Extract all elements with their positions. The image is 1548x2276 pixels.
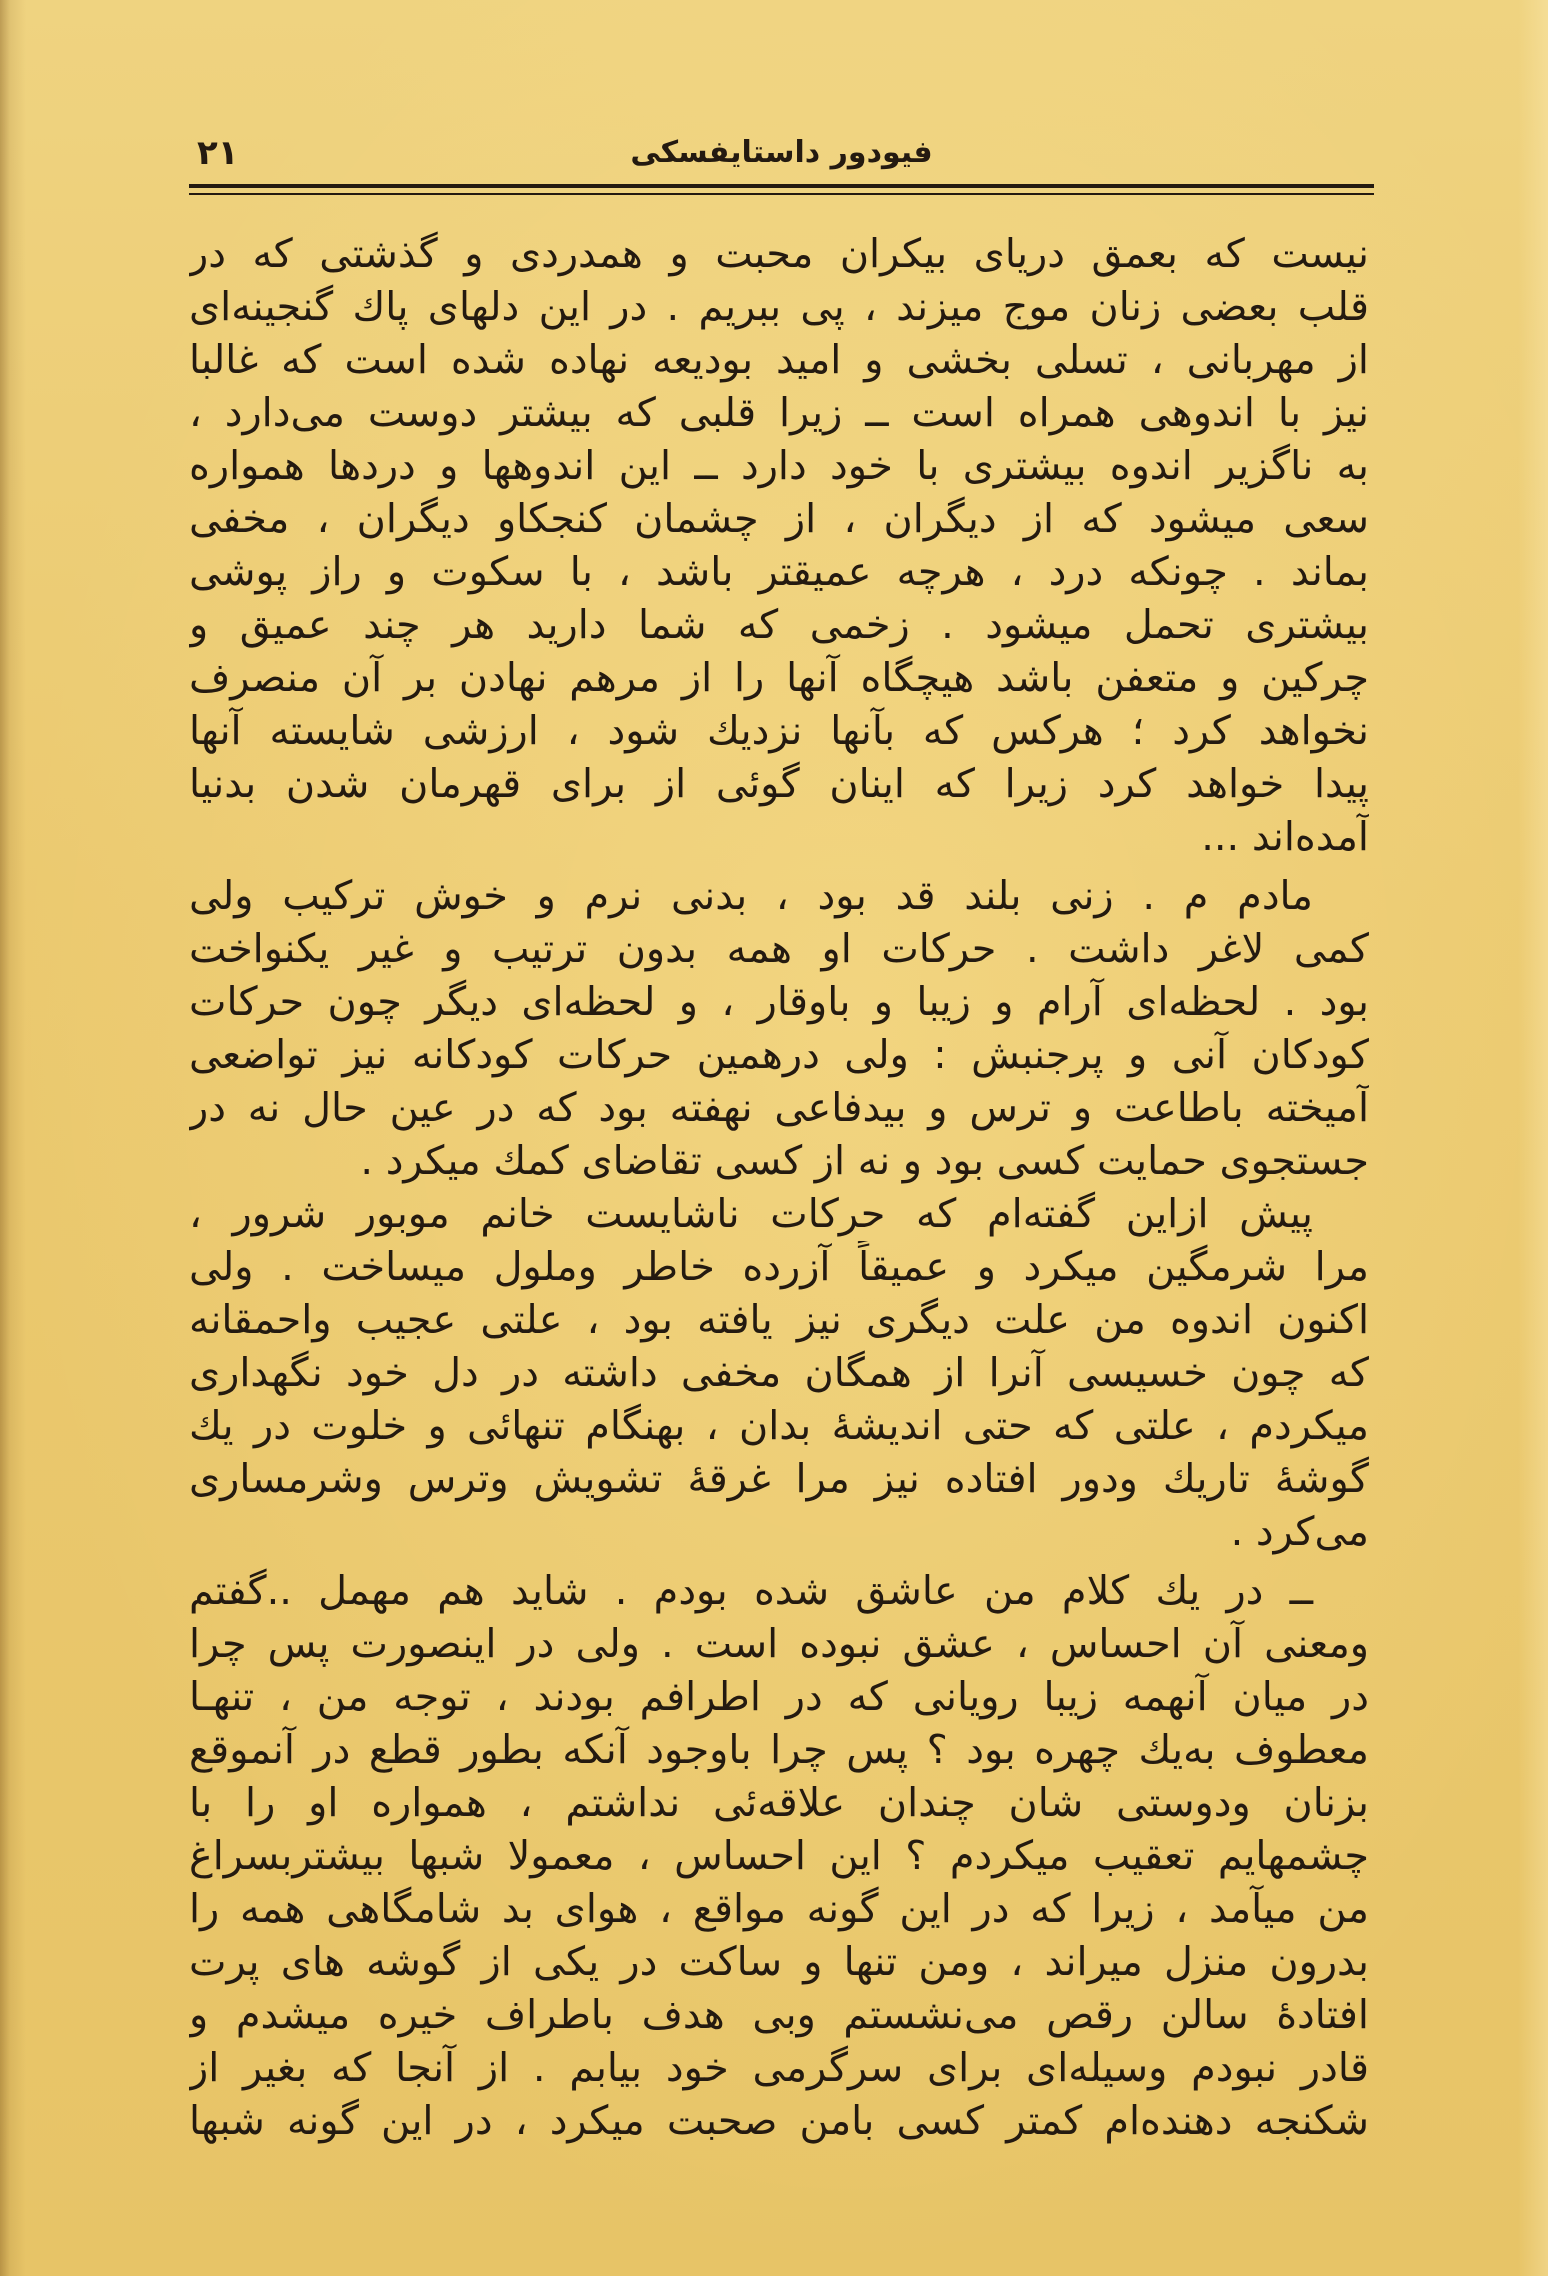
text-line: قادر نبودم وسیله‌ای برای سرگرمی خود بیابم . از آنجا که بغیر از [189, 2045, 1369, 2091]
page-header [189, 128, 1374, 178]
text-line: جستجوی حمایت کسی بود و نه از کسی تقاضای کمك میکرد . [360, 1138, 1369, 1184]
text-line: نخواهد کرد ؛ هرکس که بآنها نزدیك شود ، ارزشی شایسته آنها [189, 708, 1369, 754]
body-text [189, 228, 1369, 2148]
text-line: ومعنی آن احساس ، عشق نبوده است . ولی در اینصورت پس چرا [189, 1621, 1369, 1667]
text-line: مرا شرمگین میکرد و عمیقاً آزرده خاطر وملول میساخت . ولی [189, 1244, 1369, 1290]
text-line: پیش ازاین گفته‌ام که حرکات ناشایست خانم موبور شرور ، [189, 1191, 1313, 1237]
text-line: بیشتری تحمل میشود . زخمی که شما دارید هر چند عمیق و [189, 602, 1369, 648]
text-line: سعی میشود که از دیگران ، از چشمان کنجکاو دیگران ، مخفی [189, 496, 1369, 542]
text-line: می‌کرد . [1230, 1509, 1369, 1555]
text-line: میکردم ، علتی که حتی اندیشهٔ بدان ، بهنگام تنهائی و خلوت در یك [189, 1403, 1369, 1449]
text-line: بزنان ودوستی شان چندان علاقه‌ئی نداشتم ، همواره او را با [189, 1780, 1369, 1826]
text-line: نیست که بعمق دریای بیکران محبت و همدردی و گذشتی که در [189, 231, 1369, 277]
paragraph [189, 228, 1369, 864]
text-line: گوشهٔ تاریك ودور افتاده نیز مرا غرقهٔ تشویش وترس وشرمساری [189, 1456, 1369, 1502]
text-line: بماند . چونکه درد ، هرچه عمیقتر باشد ، با سکوت و راز پوشی [189, 549, 1369, 595]
text-line: کودکان آنی و پرجنبش : ولی درهمین حرکات کودکانه نیز تواضعی [189, 1032, 1369, 1078]
paragraph [189, 870, 1369, 1188]
text-line: قلب بعضی زنان موج میزند ، پی ببریم . در این دلهای پاك گنجینه‌ای [189, 284, 1369, 330]
text-line: اکنون اندوه من علت دیگری نیز یافته بود ، علتی عجیب واحمقانه [189, 1297, 1369, 1343]
paragraph [189, 1188, 1369, 1559]
text-line: مادم م . زنی بلند قد بود ، بدنی نرم و خوش ترکیب ولی [189, 873, 1313, 919]
text-line: در میان آنهمه زیبا رویانی که در اطرافم بودند ، توجه من ، تنهـا [189, 1674, 1369, 1720]
header-rule [189, 184, 1374, 195]
text-line: معطوف به‌یك چهره بود ؟ پس چرا باوجود آنکه بطور قطع در آنموقع [189, 1727, 1369, 1773]
paragraph [189, 1565, 1369, 2148]
text-line: چرکین و متعفن باشد هیچگاه آنها را از مرهم نهادن بر آن منصرف [189, 655, 1369, 701]
running-title: فیودور داستایفسکی [630, 135, 933, 170]
text-line: بود . لحظه‌ای آرام و زیبا و باوقار ، و لحظه‌ای دیگر چون حرکات [189, 979, 1369, 1025]
page-number: ۲۱ [197, 133, 239, 173]
text-line: از مهربانی ، تسلی بخشی و امید بودیعه نهاده شده است که غالبا [189, 337, 1369, 383]
text-line: که چون خسیسی آنرا از همگان مخفی داشته در دل خود نگهداری [189, 1350, 1369, 1396]
text-line: آمیخته باطاعت و ترس و بیدفاعی نهفته بود که در عین حال نه در [189, 1085, 1369, 1131]
text-line: ــ در یك کلام من عاشق شده بودم . شاید هم مهمل ..گفتم [189, 1568, 1313, 1614]
text-line: شکنجه دهنده‌ام کمتر کسی بامن صحبت میکرد ، در این گونه شبها [189, 2098, 1369, 2144]
text-line: نیز با اندوهی همراه است ــ زیرا قلبی که بیشتر دوست می‌دارد ، [189, 390, 1369, 436]
text-line: من میآمد ، زیرا که در این گونه مواقع ، هوای بد شامگاهی همه را [189, 1886, 1369, 1932]
text-line: به ناگزیر اندوه بیشتری با خود دارد ــ این اندوهها و دردها همواره [189, 443, 1369, 489]
text-line: افتادهٔ سالن رقص می‌نشستم وبی هدف باطراف خیره میشدم و [189, 1992, 1369, 2038]
text-line: بدرون منزل میراند ، ومن تنها و ساکت در یکی از گوشه های پرت [189, 1939, 1369, 1985]
text-line: کمی لاغر داشت . حرکات او همه بدون ترتیب و غیر یکنواخت [189, 926, 1369, 972]
text-line: چشمهایم تعقیب میکردم ؟ این احساس ، معمولا شبها بیشتربسراغ [189, 1833, 1369, 1879]
text-line: پیدا خواهد کرد زیرا که اینان گوئی از برای قهرمان شدن بدنیا [189, 761, 1369, 807]
text-line: آمده‌اند ... [1201, 814, 1369, 860]
